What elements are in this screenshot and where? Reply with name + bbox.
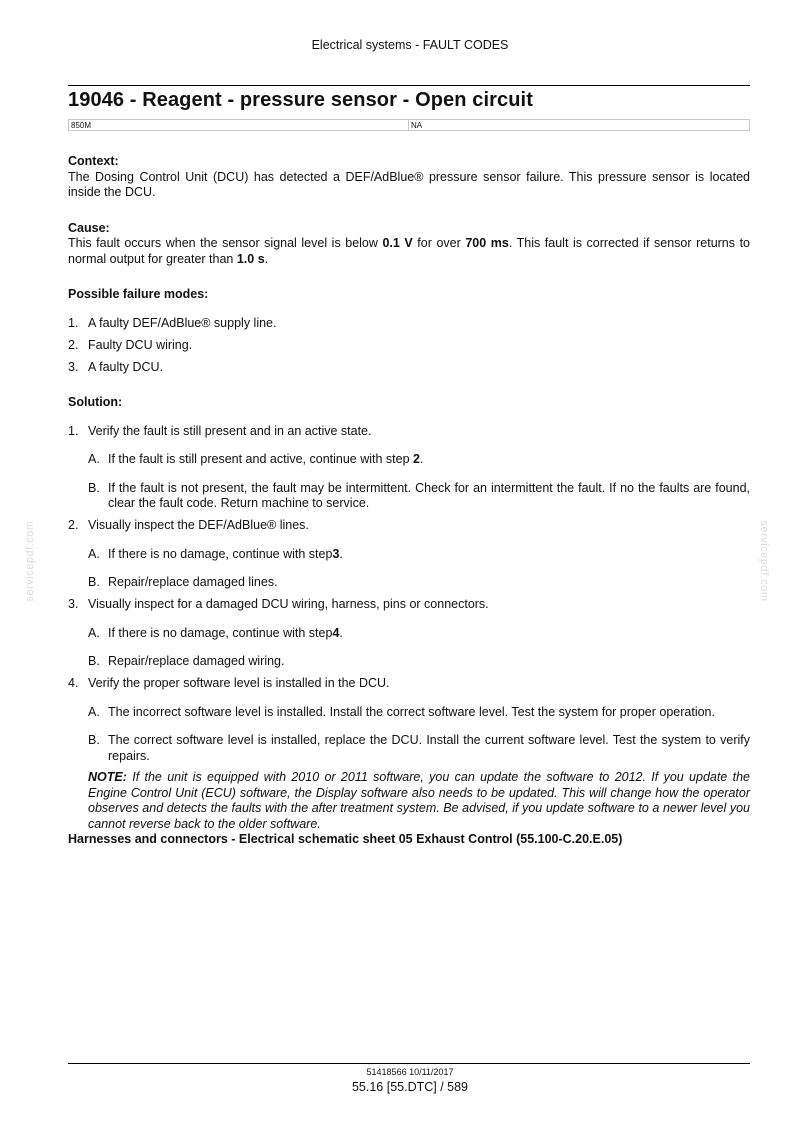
list-number: 3.: [68, 359, 79, 374]
sub-step: [68, 733, 750, 764]
sub-step-tail: .: [339, 625, 343, 640]
list-item: [68, 338, 750, 354]
sub-step-text: The correct software level is installed, replace the DCU. Install the current software level. Test the system to verify repairs.: [108, 733, 750, 763]
step-number: 2.: [68, 518, 79, 532]
sub-step-letter: B.: [88, 733, 100, 747]
sub-step-text: If there is no damage, continue with step: [108, 546, 333, 561]
list-text: A faulty DEF/AdBlue® supply line.: [88, 315, 277, 330]
sub-step-letter: A.: [88, 704, 100, 719]
solution-heading: Solution:: [68, 395, 123, 409]
sub-step-text: If the fault is still present and active, continue with step: [108, 452, 414, 466]
document-body: [68, 154, 750, 848]
sub-steps: [68, 452, 750, 512]
sub-step-letter: A.: [88, 452, 100, 466]
cause-text: [68, 236, 750, 267]
sub-step-text: Repair/replace damaged lines.: [108, 575, 278, 589]
header-rule: [68, 85, 750, 86]
footer-page-reference: 55.16 [55.DTC] / 589: [351, 1080, 469, 1094]
cause-duration: 700 ms: [465, 236, 509, 250]
sub-step: [68, 575, 750, 591]
list-text: A faulty DCU.: [88, 359, 164, 374]
footer-rule: [68, 1063, 750, 1064]
list-item: [68, 316, 750, 332]
cause-text-3: . This fault is corrected if sensor returns to normal output for greater than: [68, 236, 750, 266]
solution-steps: [68, 424, 750, 765]
cause-heading: Cause:: [68, 220, 110, 235]
sub-step: [68, 705, 750, 721]
note-paragraph: [68, 770, 750, 832]
sub-step-letter: A.: [88, 625, 100, 640]
step-number: 3.: [68, 597, 79, 611]
solution-step: [68, 597, 750, 613]
solution-step: [68, 518, 750, 534]
sub-step-text: If the fault is not present, the fault may be intermittent. Check for an intermittent the fault. If no the faults are found, clear the fault code. Return machine to service.: [108, 480, 750, 510]
context-section: [68, 154, 750, 201]
step-reference: 4: [332, 625, 340, 640]
step-text: Verify the proper software level is installed in the DCU.: [88, 676, 390, 690]
list-number: 2.: [68, 337, 79, 352]
region-cell: NA: [409, 119, 750, 131]
context-heading: Context:: [68, 154, 119, 168]
sub-steps: [68, 705, 750, 765]
sub-step-letter: B.: [88, 575, 100, 589]
page-title: 19046 - Reagent - pressure sensor - Open circuit: [68, 89, 533, 111]
failure-modes-section: [68, 287, 750, 375]
step-text: Visually inspect the DEF/AdBlue® lines.: [88, 518, 309, 532]
note-text: If the unit is equipped with 2010 or 2011 software, you can update the software to 2012. If you update the Engine Control Unit (ECU) software, the Display software also needs to be updated. This will change how the operator observes and detects the faults with the after treatment system. Be advised, if you update software to a newer level you cannot reverse back to the older software.: [88, 770, 750, 831]
sub-step: [68, 654, 750, 670]
failure-modes-list: [68, 316, 750, 376]
cause-voltage: 0.1 V: [382, 236, 413, 250]
list-number: 1.: [68, 315, 79, 330]
sub-step-text: Repair/replace damaged wiring.: [108, 654, 285, 668]
sub-step: [68, 547, 750, 563]
sub-step-text: The incorrect software level is installed. Install the correct software level. Test the system for proper operation.: [108, 704, 715, 719]
applicability-table: [68, 119, 750, 131]
step-text: Verify the fault is still present and in an active state.: [88, 423, 372, 438]
cause-section: [68, 221, 750, 268]
list-item: [68, 360, 750, 376]
solution-step: [68, 676, 750, 692]
failure-modes-heading: Possible failure modes:: [68, 287, 209, 301]
cause-recovery-time: 1.0 s: [236, 251, 265, 266]
step-text: Visually inspect for a damaged DCU wiring, harness, pins or connectors.: [88, 597, 489, 611]
cause-text-2: for over: [412, 236, 466, 250]
solution-section: [68, 395, 750, 832]
note-label: NOTE:: [88, 770, 127, 784]
list-text: Faulty DCU wiring.: [88, 337, 193, 352]
step-reference: 2: [413, 452, 420, 466]
sub-step-letter: B.: [88, 480, 100, 495]
sub-step-letter: A.: [88, 546, 100, 561]
sub-step-letter: B.: [88, 654, 100, 668]
sub-step: [68, 626, 750, 642]
watermark-right: servicepdf.com: [758, 520, 770, 602]
cause-text-4: .: [264, 251, 269, 266]
watermark-left: servicepdf.com: [24, 520, 36, 602]
step-number: 4.: [68, 676, 79, 690]
sub-step-tail: .: [339, 546, 343, 561]
footer-document-info: 51418566 10/11/2017: [366, 1067, 454, 1077]
model-cell: 850M: [68, 119, 409, 131]
sub-steps: [68, 547, 750, 591]
sub-step: [68, 452, 750, 468]
step-number: 1.: [68, 423, 79, 438]
context-text: The Dosing Control Unit (DCU) has detected a DEF/AdBlue® pressure sensor failure. This pressure sensor is located inside the DCU.: [68, 169, 750, 199]
sub-steps: [68, 626, 750, 670]
reference-link[interactable]: Harnesses and connectors - Electrical schematic sheet 05 Exhaust Control (55.100-C.20.E.05): [68, 832, 623, 846]
solution-step: [68, 424, 750, 440]
sub-step: [68, 481, 750, 512]
sub-step-text: If there is no damage, continue with step: [108, 625, 333, 640]
step-reference: 3: [332, 546, 340, 561]
running-header: Electrical systems - FAULT CODES: [311, 38, 509, 52]
sub-step-tail: .: [419, 452, 424, 466]
cause-text-1: This fault occurs when the sensor signal level is below: [68, 236, 383, 250]
